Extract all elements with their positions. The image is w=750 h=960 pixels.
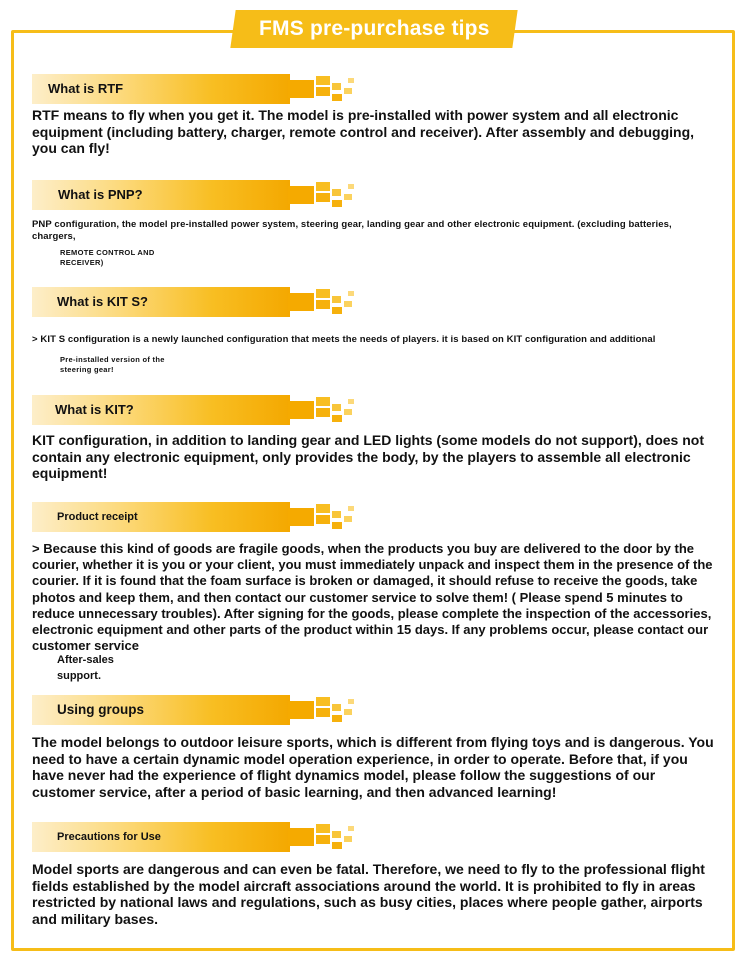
page-title: FMS pre-purchase tips	[258, 17, 490, 40]
section-body-groups: The model belongs to outdoor leisure sports, which is different from flying toys and is dangerous. You need to have a certain dynamic model operation experience, in order to operate. Before that, if you have never had the experience of flight dynamics model, please follow the suggestions of our customer service, after a period of basic learning, and then advanced learning!	[32, 734, 714, 800]
pixel-deco-icon	[288, 74, 360, 104]
section-body-kits: > KIT S configuration is a newly launched configuration that meets the needs of players. it is based on KIT configuration and additional	[32, 334, 656, 345]
page-frame	[11, 30, 735, 951]
section-body-kit: KIT configuration, in addition to landing gear and LED lights (some models do not support), does not contain any electronic equipment, only provides the body, by the players to assemble all electronic equipment!	[32, 432, 704, 481]
section-body-precautions: Model sports are dangerous and can even be fatal. Therefore, we need to fly to the professional flight fields established by the model aircraft associations around the world. It is prohibited to fly in areas restricted by national laws and regulations, such as busy cities, places where people gather, airports and military bases.	[32, 861, 705, 927]
section-heading-precautions: Precautions for Use	[57, 831, 161, 843]
section-header-kits	[32, 287, 332, 317]
section-heading-kits: What is KIT S?	[57, 294, 148, 309]
section-heading-kit: What is KIT?	[55, 402, 134, 417]
section-body-rtf: RTF means to fly when you get it. The model is pre-installed with power system and all electronic equipment (including battery, charger, remote control and receiver). After assembly and debugging, you can fly!	[32, 107, 695, 156]
section-heading-receipt: Product receipt	[57, 511, 138, 523]
section-header-receipt	[32, 502, 332, 532]
section-heading-groups: Using groups	[57, 702, 144, 717]
section-heading-rtf: What is RTF	[48, 81, 124, 96]
section-body-receipt-extra: After-sales support.	[57, 654, 114, 682]
section-header-precautions	[32, 822, 332, 852]
section-body-pnp-extra: REMOTE CONTROL AND RECEIVER)	[60, 248, 155, 267]
section-header-pnp	[32, 180, 332, 210]
title-banner	[230, 10, 517, 48]
pixel-deco-icon	[288, 180, 360, 210]
section-body-pnp: PNP configuration, the model pre-installed power system, steering gear, landing gear and other electronic equipment. (excluding batteries, chargers,	[32, 219, 672, 242]
section-heading-pnp: What is PNP?	[58, 187, 143, 202]
pixel-deco-icon	[288, 395, 360, 425]
section-body-kits-extra: Pre-installed version of the steering gear!	[60, 355, 165, 374]
pixel-deco-icon	[288, 287, 360, 317]
pixel-deco-icon	[288, 695, 360, 725]
pixel-deco-icon	[288, 502, 360, 532]
section-header-kit	[32, 395, 332, 425]
section-body-receipt: > Because this kind of goods are fragile goods, when the products you buy are delivered to the door by the courier, whether it is you or your client, you must immediately unpack and inspect them in the presence of the courier. If it is found that the foam surface is broken or damaged, it should refuse to receive the goods, take photos and keep them, and then contact our customer service to solve them! ( Please spend 5 minutes to reduce unnecessary troubles). After signing for the goods, please complete the inspection of the accessories, electronic equipment and other parts of the product within 15 days. If any problems occur, please contact our customer service	[32, 541, 713, 654]
section-header-groups	[32, 695, 332, 725]
pixel-deco-icon	[288, 822, 360, 852]
section-header-rtf	[32, 74, 332, 104]
